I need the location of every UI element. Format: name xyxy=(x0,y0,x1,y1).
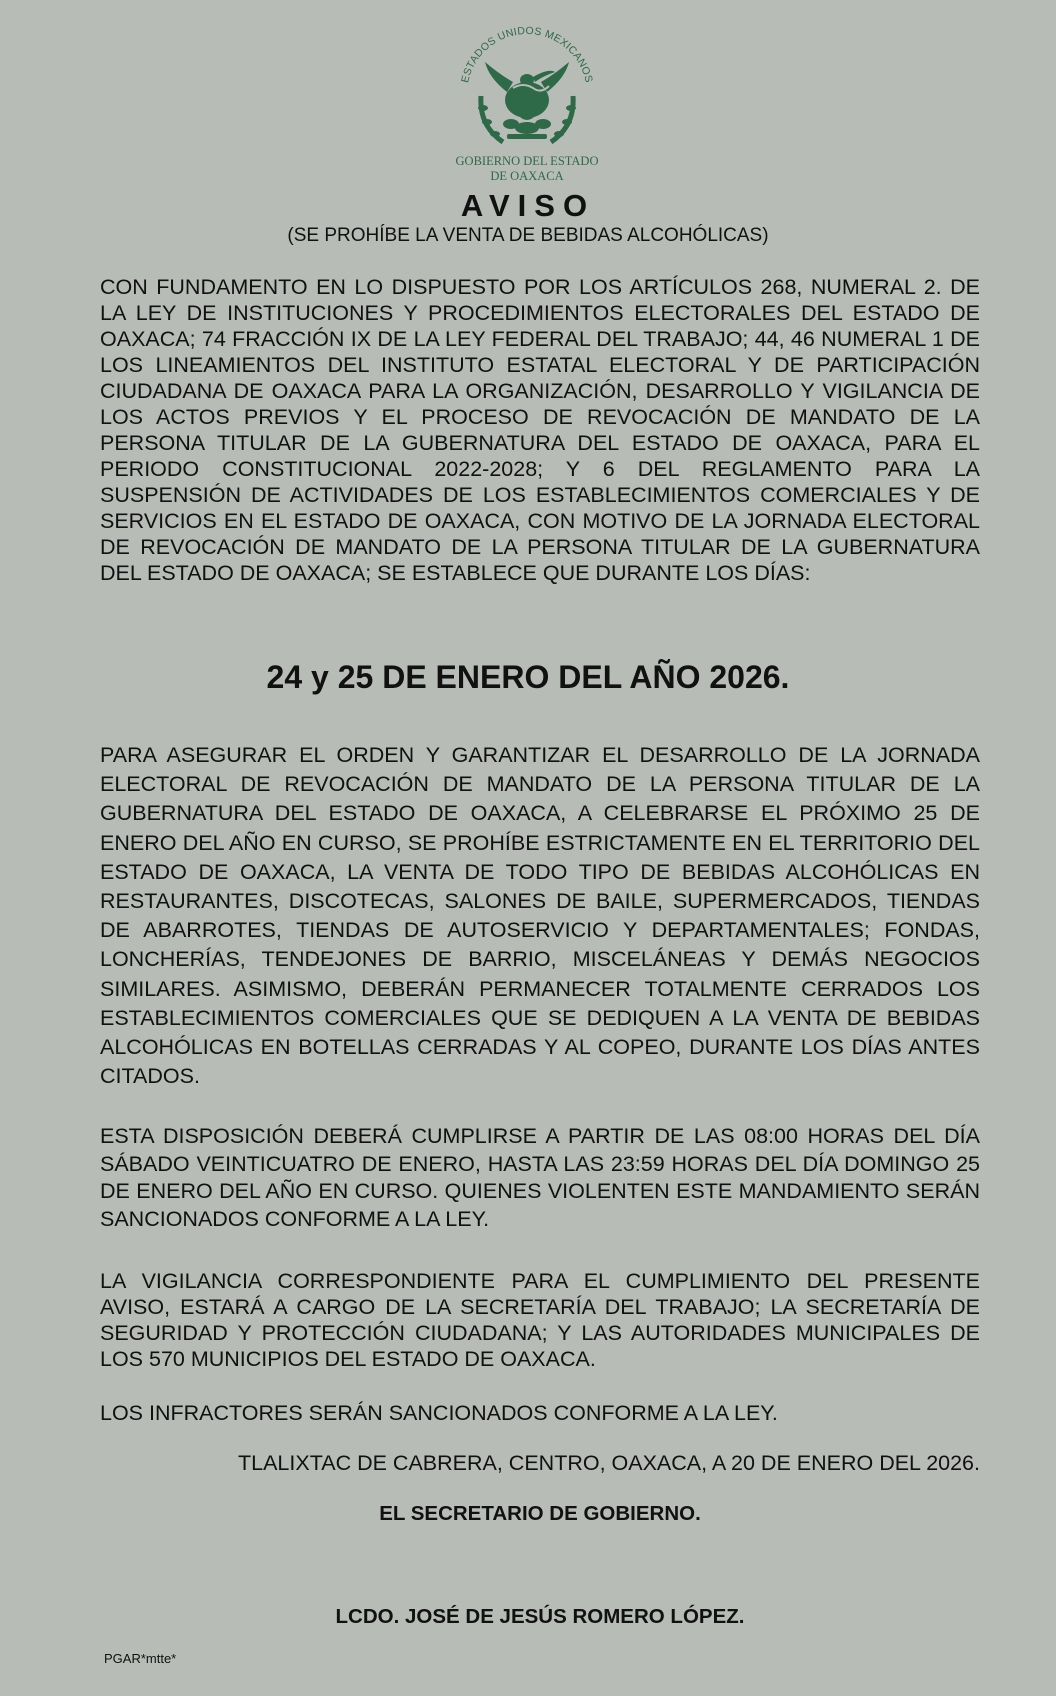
sanction-paragraph: LOS INFRACTORES SERÁN SANCIONADOS CONFORME A LA LEY. xyxy=(100,1401,778,1425)
signer-name: LCDO. JOSÉ DE JESÚS ROMERO LÓPEZ. xyxy=(335,1605,745,1628)
government-seal xyxy=(437,22,617,187)
schedule-paragraph: ESTA DISPOSICIÓN DEBERÁ CUMPLIRSE A PARTIR DE LAS 08:00 HORAS DEL DÍA SÁBADO VEINTICUATRO DE ENERO, HASTA LAS 23:59 HORAS DEL DÍA DOMINGO 25 DE ENERO DEL AÑO EN CURSO. QUIENES VIOLENTEN ESTE MANDAMIENTO SERÁN SANCIONADOS CONFORME A LA LEY. xyxy=(100,1124,980,1231)
notice-title: AVISO xyxy=(460,188,596,223)
restricted-dates-heading: 24 y 25 DE ENERO DEL AÑO 2026. xyxy=(266,659,790,695)
seal-line-2: DE OAXACA xyxy=(490,169,564,183)
secretary-title: EL SECRETARIO DE GOBIERNO. xyxy=(379,1502,701,1525)
legal-basis-paragraph: CON FUNDAMENTO EN LO DISPUESTO POR LOS ARTÍCULOS 268, NUMERAL 2. DE LA LEY DE INSTITUCIONES Y PROCEDIMIENTOS ELECTORALES DEL ESTADO DE OAXACA; 74 FRACCIÓN IX DE LA LEY FEDERAL DEL TRABAJO; 44, 46 NUMERAL 1 DE LOS LINEAMIENTOS DEL INSTITUTO ESTATAL ELECTORAL Y DE PARTICIPACIÓN CIUDADANA DE OAXACA PARA LA ORGANIZACIÓN, DESARROLLO Y VIGILANCIA DE LOS ACTOS PREVIOS Y EL PROCESO DE REVOCACIÓN DE MANDATO DE LA PERSONA TITULAR DE LA GUBERNATURA DEL ESTADO DE OAXACA, PARA EL PERIODO CONSTITUCIONAL 2022-2028; Y 6 DEL REGLAMENTO PARA LA SUSPENSIÓN DE ACTIVIDADES DE LOS ESTABLECIMIENTOS COMERCIALES Y DE SERVICIOS EN EL ESTADO DE OAXACA, CON MOTIVO DE LA JORNADA ELECTORAL DE REVOCACIÓN DE MANDATO DE LA PERSONA TITULAR DE LA GUBERNATURA DEL ESTADO DE OAXACA; SE ESTABLECE QUE DURANTE LOS DÍAS: xyxy=(100,275,980,585)
place-and-date: TLALIXTAC DE CABRERA, CENTRO, OAXACA, A 20 DE ENERO DEL 2026. xyxy=(238,1451,980,1475)
seal-line-1: GOBIERNO DEL ESTADO xyxy=(455,154,599,168)
notice-subtitle: (SE PROHÍBE LA VENTA DE BEBIDAS ALCOHÓLICAS) xyxy=(287,225,769,246)
mexican-coat-of-arms-icon xyxy=(437,22,617,187)
enforcement-paragraph: LA VIGILANCIA CORRESPONDIENTE PARA EL CUMPLIMIENTO DEL PRESENTE AVISO, ESTARÁ A CARGO DE LA SECRETARÍA DEL TRABAJO; LA SECRETARÍA DE SEGURIDAD Y PROTECCIÓN CIUDADANA; Y LAS AUTORIDADES MUNICIPALES DE LOS 570 MUNICIPIOS DEL ESTADO DE OAXACA. xyxy=(100,1269,980,1371)
seal-ring-text: ESTADOS UNIDOS MEXICANOS xyxy=(459,24,595,84)
document-initials: PGAR*mtte* xyxy=(104,1651,177,1666)
prohibition-paragraph: PARA ASEGURAR EL ORDEN Y GARANTIZAR EL DESARROLLO DE LA JORNADA ELECTORAL DE REVOCACIÓN DE MANDATO DE LA PERSONA TITULAR DE LA GUBERNATURA DEL ESTADO DE OAXACA, A CELEBRARSE EL PRÓXIMO 25 DE ENERO DEL AÑO EN CURSO, SE PROHÍBE ESTRICTAMENTE EN EL TERRITORIO DEL ESTADO DE OAXACA, LA VENTA DE TODO TIPO DE BEBIDAS ALCOHÓLICAS EN RESTAURANTES, DISCOTECAS, SALONES DE BAILE, SUPERMERCADOS, TIENDAS DE ABARROTES, TIENDAS DE AUTOSERVICIO Y DEPARTAMENTALES; FONDAS, LONCHERÍAS, TENDEJONES DE BARRIO, MISCELÁNEAS Y DEMÁS NEGOCIOS SIMILARES. ASIMISMO, DEBERÁN PERMANECER TOTALMENTE CERRADOS LOS ESTABLECIMIENTOS COMERCIALES QUE SE DEDIQUEN A LA VENTA DE BEBIDAS ALCOHÓLICAS EN BOTELLAS CERRADAS Y AL COPEO, DURANTE LOS DÍAS ANTES CITADOS. xyxy=(100,743,980,1089)
